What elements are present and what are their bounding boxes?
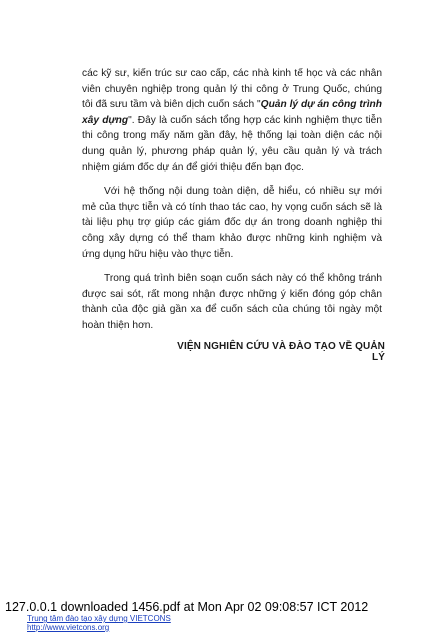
paragraph-1-text-b: ". Đây là cuốn sách tổng hợp các kinh nghiệm thực tiễn thi công trong mấy năm gần đây, hệ thống lại toàn diện các nội dung quản lý, phương pháp quản lý, yêu cầu quản lý và trách nhiệm giám đốc dự án để giới thiệu đến bạn đọc.	[82, 114, 382, 173]
signature: VIỆN NGHIÊN CỨU VÀ ĐÀO TẠO VỀ QUẢN LÝ	[177, 341, 385, 363]
body-text	[82, 66, 382, 343]
book-title: Quản lý dự án công trình xây dựng	[82, 99, 382, 126]
paragraph-3: Trong quá trình biên soạn cuốn sách này có thể không tránh được sai sót, rất mong nhận được những ý kiến đóng góp chân thành của độc giả gần xa để cuốn sách của chúng tôi ngày một hoàn thiện hơn.	[82, 273, 382, 331]
paragraph-1	[82, 66, 382, 175]
vietcons-url-link[interactable]: http://www.vietcons.org	[27, 623, 110, 632]
footer	[5, 600, 435, 632]
vietcons-link[interactable]: Trung tâm đào tạo xây dựng VIETCONS	[27, 614, 171, 623]
download-note: 127.0.0.1 downloaded 1456.pdf at Mon Apr 02 09:08:57 ICT 2012	[5, 600, 369, 614]
paragraph-2: Với hệ thống nội dung toàn diện, dễ hiểu, có nhiều sự mới mẻ của thực tiễn và có tính thao tác cao, hy vọng cuốn sách sẽ là tài liệu phụ trợ giúp các giám đốc dự án trong doanh nghiệp thi công xây dựng có thể tham khảo được những kinh nghiệm và ứng dụng hữu hiệu vào thực tiễn.	[82, 186, 382, 260]
paragraph-1-text-a: các kỹ sư, kiến trúc sư cao cấp, các nhà kinh tế học và các nhân viên chuyên nghiệp trong quản lý thi công ở Trung Quốc, chúng tôi đã sưu tầm và biên dịch cuốn sách "	[82, 68, 382, 111]
